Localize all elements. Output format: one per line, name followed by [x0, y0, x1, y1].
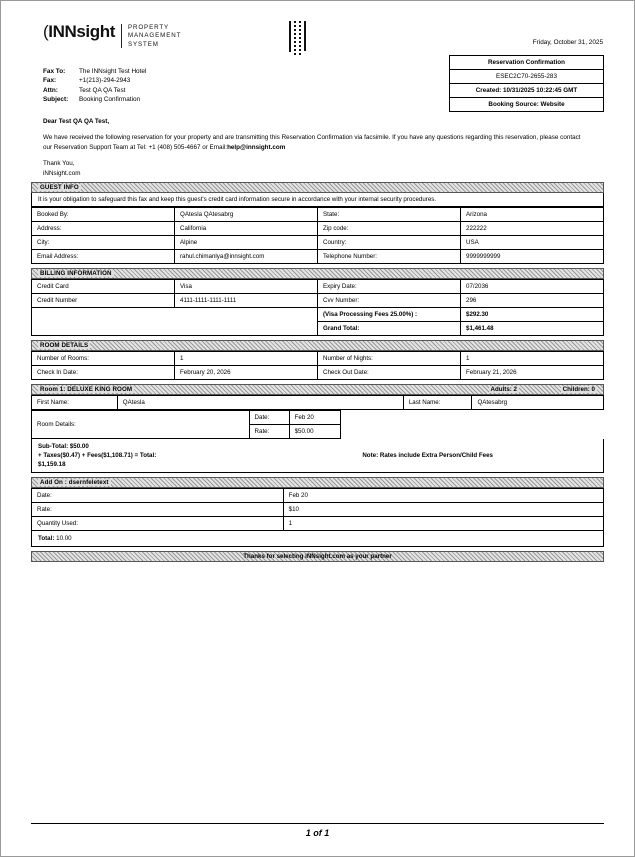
- grand-total-value: $1,461.48: [461, 321, 604, 335]
- confirmation-booking-source: Booking Source: Website: [488, 101, 565, 108]
- credit-number-value: 4111-1111-1111-1111: [175, 293, 318, 307]
- subtotal-line-2: [38, 451, 597, 460]
- rate-amount-value: $50.00: [289, 424, 341, 438]
- country-value: USA: [461, 235, 604, 249]
- fax-subject-value: Booking Confirmation: [79, 96, 141, 104]
- credit-number-label: Credit Number: [32, 293, 175, 307]
- room-1-adults: Adults: 2: [490, 385, 517, 393]
- telephone-value: 9999999999: [461, 249, 604, 263]
- thanks-text: Thanks for selecting iNNsight.com as your partner: [243, 552, 392, 560]
- confirmation-title: Reservation Confirmation: [450, 56, 603, 70]
- subtotal-line-1: [38, 442, 597, 451]
- page-footer: [31, 823, 604, 838]
- addon-rate-value: $10: [283, 502, 603, 516]
- logo-subtitle: [128, 23, 181, 49]
- check-out-value: February 21, 2026: [461, 365, 604, 379]
- letter-signer: iNNsight.com: [43, 169, 81, 177]
- reservation-confirmation-box: [449, 55, 604, 112]
- letter-signature: [43, 159, 588, 177]
- number-of-nights-label: Number of Nights:: [318, 351, 461, 365]
- check-in-value: February 20, 2026: [175, 365, 318, 379]
- logo-wordmark: (INNsight: [43, 22, 115, 41]
- room-details-table: [31, 351, 604, 380]
- letter-paragraph: [43, 133, 588, 152]
- rate-amount-label: Rate:: [249, 424, 289, 438]
- grand-total-label: Grand Total:: [318, 321, 461, 335]
- number-of-nights-value: 1: [461, 351, 604, 365]
- confirmation-code: ESEC2C70-2655-283: [450, 70, 603, 84]
- cvv-value: 296: [461, 293, 604, 307]
- credit-card-label: Credit Card: [32, 279, 175, 293]
- table-row: [32, 516, 604, 530]
- guest-info-title: GUEST INFO: [40, 183, 79, 191]
- table-row: [32, 207, 604, 221]
- address-label: Address:: [32, 221, 175, 235]
- addon-date-value: Feb 20: [283, 488, 603, 502]
- booked-by-label: Booked By:: [32, 207, 175, 221]
- cvv-label: Cvv Number:: [318, 293, 461, 307]
- telephone-label: Telephone Number:: [318, 249, 461, 263]
- letter-signoff: Thank You,: [43, 160, 75, 168]
- address-value: California: [175, 221, 318, 235]
- credit-card-value: Visa: [175, 279, 318, 293]
- table-row: [32, 307, 604, 321]
- fax-subject-label: Subject:: [43, 96, 69, 104]
- number-of-rooms-value: 1: [175, 351, 318, 365]
- rate-note: Note: Rates include Extra Person/Child Fees: [362, 451, 493, 459]
- logo-subtitle-line-1: PROPERTY: [127, 24, 170, 31]
- check-in-label: Check In Date:: [32, 365, 175, 379]
- room-rate-label: Room Details:: [32, 410, 250, 438]
- addon-date-label: Date:: [32, 488, 284, 502]
- table-row: [32, 502, 604, 516]
- billing-header: [31, 268, 604, 279]
- guest-info-section: [31, 182, 604, 264]
- addon-header: [31, 477, 604, 488]
- fax-attn-value: Test QA QA Test: [79, 86, 126, 94]
- table-row: [32, 365, 604, 379]
- number-of-rooms-label: Number of Rooms:: [32, 351, 175, 365]
- room-1-guest-table: [31, 395, 604, 410]
- logo-text: INNsight: [48, 22, 115, 41]
- rate-date-label: Date:: [249, 410, 289, 424]
- table-row: [32, 488, 604, 502]
- fax-number-value: +1(213)-294-2943: [79, 77, 131, 85]
- table-row: [32, 235, 604, 249]
- room-details-header: [31, 340, 604, 351]
- last-name-label: Last Name:: [403, 395, 472, 409]
- first-name-value: QAtesla: [117, 395, 403, 409]
- billing-section: [31, 268, 604, 336]
- guest-info-header: [31, 182, 604, 193]
- subtotal-line-3: [38, 460, 597, 469]
- email-label: Email Address:: [32, 249, 175, 263]
- city-label: City:: [32, 235, 175, 249]
- zip-label: Zip code:: [318, 221, 461, 235]
- state-value: Arizona: [461, 207, 604, 221]
- addon-total-row: [31, 531, 604, 547]
- billing-table: [31, 279, 604, 336]
- room-details-section: [31, 340, 604, 380]
- rate-spacer: [341, 410, 604, 438]
- processing-fees-label: (Visa Processing Fees 25.00%) :: [318, 307, 461, 321]
- innsight-logo: [43, 23, 181, 49]
- country-label: Country:: [318, 235, 461, 249]
- guest-info-notice: It is your obligation to safeguard this fax and keep this guest's credit card information secure in accordance with your internal security procedures.: [31, 193, 604, 207]
- addon-rate-label: Rate:: [32, 502, 284, 516]
- check-out-label: Check Out Date:: [318, 365, 461, 379]
- thanks-banner: [31, 551, 604, 562]
- zip-value: 222222: [461, 221, 604, 235]
- first-name-label: First Name:: [32, 395, 118, 409]
- room-1-section: [31, 384, 604, 473]
- table-row: [32, 410, 605, 424]
- table-row: [32, 293, 604, 307]
- page-number: 1 of 1: [305, 828, 330, 838]
- billing-title: BILLING INFORMATION: [40, 269, 112, 277]
- room-details-title: ROOM DETAILS: [40, 341, 89, 349]
- subtotal-value: Sub-Total: $50.00: [38, 442, 89, 450]
- fax-number-label: Fax:: [43, 77, 57, 85]
- room-1-title: Room 1: DELUXE KING ROOM: [40, 385, 133, 393]
- letter-body: [43, 117, 588, 178]
- addon-quantity-label: Quantity Used:: [32, 516, 284, 530]
- state-label: State:: [318, 207, 461, 221]
- fax-to-value: The INNsight Test Hotel: [79, 68, 147, 75]
- logo-subtitle-line-2: MANAGEMENT: [127, 32, 182, 40]
- billing-empty-cell: [32, 307, 318, 335]
- addon-title: Add On : dsernfeletext: [40, 478, 109, 486]
- rate-date-value: Feb 20: [289, 410, 341, 424]
- fax-to-label: Fax To:: [43, 68, 66, 75]
- header-date: Friday, October 31, 2025: [532, 39, 603, 46]
- letter-paragraph-text: We have received the following reservation for your property and are transmitting this Reservation Confirmation via facsimile. If you have any questions regarding this reservation, please contact our Reservation Support Team at Tel: +1 (408) 505-4667 or Email:: [43, 134, 581, 151]
- logo-divider: [121, 24, 122, 48]
- guest-info-table: [31, 207, 604, 264]
- expiry-value: 07/2036: [461, 279, 604, 293]
- table-row: [32, 221, 604, 235]
- expiry-label: Expiry Date:: [318, 279, 461, 293]
- letter-salutation: Dear Test QA QA Test,: [43, 117, 110, 125]
- taxes-fees-total-text: + Taxes($0.47) + Fees($1,108.71) = Total:: [38, 451, 157, 459]
- room-1-header: [31, 384, 604, 395]
- email-value: rahul.chimanlya@innsight.com: [175, 249, 318, 263]
- addon-section: [31, 477, 604, 547]
- booked-by-value: QAtesla QAtesabrg: [175, 207, 318, 221]
- addon-total-label: Total:: [38, 534, 55, 542]
- addon-quantity-value: 1: [283, 516, 603, 530]
- barcode-icon: [289, 21, 306, 57]
- room-1-rate-table: [31, 410, 604, 439]
- processing-fees-value: $292.30: [461, 307, 604, 321]
- room-1-children: Children: 0: [562, 385, 595, 393]
- confirmation-created: Created: 10/31/2025 10:22:45 GMT: [450, 84, 603, 98]
- table-row: [32, 351, 604, 365]
- logo-subtitle-line-3: SYSTEM: [127, 40, 159, 48]
- room-total-value: $1,159.18: [38, 460, 66, 468]
- fax-attn-label: Attn:: [43, 86, 58, 94]
- addon-total-value: 10.00: [56, 534, 72, 542]
- fax-sheet: [31, 9, 604, 809]
- addon-table: [31, 488, 604, 531]
- table-row: [32, 395, 604, 409]
- support-email: help@innsight.com: [227, 143, 286, 151]
- last-name-value: QAtesabrg: [472, 395, 604, 409]
- city-value: Alpine: [175, 235, 318, 249]
- table-row: [32, 249, 604, 263]
- room-1-subtotal: [31, 439, 604, 473]
- table-row: [32, 279, 604, 293]
